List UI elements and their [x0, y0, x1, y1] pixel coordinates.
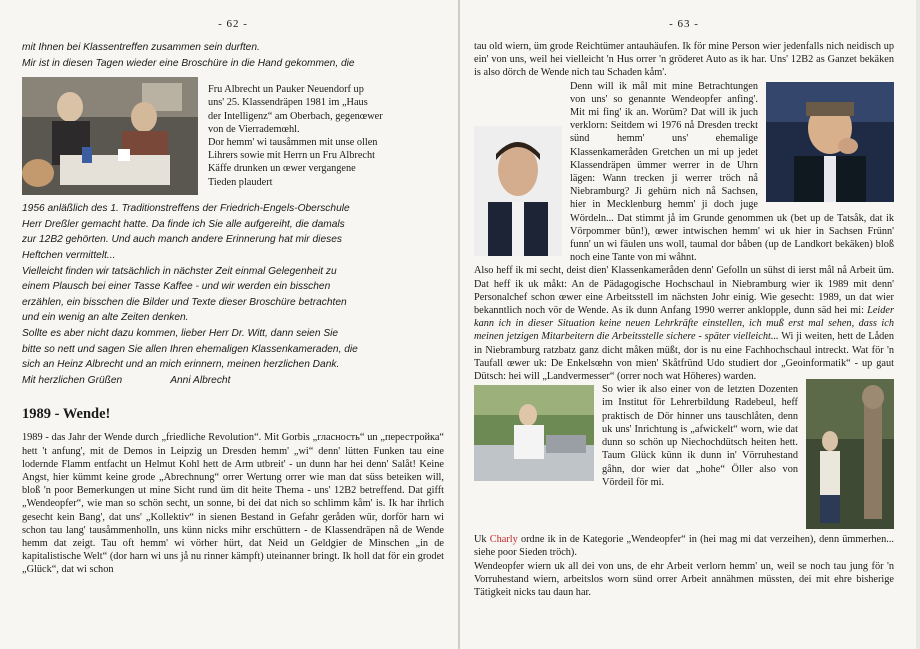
- caption-line: Tieden plaudert: [208, 176, 273, 188]
- letter-line: Herr Dreßler gemacht hatte. Da finde ich Sie alle aufgereiht, die damals: [22, 218, 345, 230]
- caption-line: von de Vierrademœhl.: [208, 123, 300, 135]
- portrait-photo-right: [766, 82, 894, 202]
- article-paragraph: [474, 264, 894, 383]
- photo-caption: [208, 77, 383, 195]
- letter-line: bitte so nett und sagen Sie allen Ihren ehemaligen Klassenkameraden, die: [22, 343, 358, 355]
- page-number-left: - 62 -: [218, 18, 248, 30]
- letter-body: [22, 201, 444, 388]
- letter-line: und ein wenig an alte Zeiten denken.: [22, 312, 189, 324]
- caption-line: uns' 25. Klassendräpen 1981 im „Haus: [208, 97, 368, 109]
- letter-line: sich an Heinz Albrecht und an mich erinnern, meinen herzlichen Dank.: [22, 359, 340, 371]
- class-reunion-photo: [22, 77, 198, 195]
- paragraph-text: Also heff ik mi secht, deist dien' Klassenkameråden denn' Gefolln un sühst di ierst mål nå Arbeit üm. Dat heff ik uk måkt: An de Pädagogische Hochschaul in Niebramburg wier ik 1989 mit denn' Personalchef schon œwer eine Arbeitsstell im nächsten Johr einig. Wie gesecht: 1989, un dat wier bekanntlich noch vör de Wende. As ik dunn Anfang 1990 werrer anklopple, dunn säd hei mi:: [474, 265, 894, 317]
- letter-closing: Mit herzlichen Grüßen: [22, 374, 123, 386]
- letter-signature: Anni Albrecht: [170, 374, 231, 386]
- article-section-photos: [474, 80, 894, 384]
- caption-line: Dor hemm' wi tausåmmen mit unse ollen: [208, 137, 378, 148]
- letter-line: erzählen, ein bisschen die Bilder und Texte dieser Broschüre betrachten: [22, 296, 347, 308]
- right-page: [458, 0, 916, 649]
- letter-line: Heftchen vermittelt...: [22, 249, 116, 261]
- letter-line: Vielleicht finden wir tatsächlich in nächster Zeit einmal Gelegenheit zu: [22, 265, 337, 277]
- page-number-right: - 63 -: [669, 18, 699, 30]
- article-section-photos-2: [474, 383, 894, 599]
- article-paragraph: So wier ik also einer von de letzten Dozenten im Institut för Lehrerbildung Radebeul, heff praktisch de Dör hinner uns tauschlåten, denn uk uns' Inrichtung is „afwickelt“ worn, wie dat dunn so schön up Niechochdütsch heiten hett. Taum Glück künn ik dunn in' Vörruhestand gåhn, dor wier dat „hohe“ Öller also von Vördeil för mi.: [602, 384, 798, 488]
- letter-line: mit Ihnen bei Klassentreffen zusammen sein durften.: [22, 42, 260, 53]
- paragraph-text: Uk: [474, 534, 487, 546]
- letter-line: einem Plausch bei einer Tasse Kaffee - und wir werden ein bisschen: [22, 281, 331, 293]
- statue-photo-right: [806, 379, 894, 529]
- photo-block: [22, 77, 444, 195]
- left-page: [0, 0, 458, 649]
- article-paragraph: Denn will ik mål mit mine Betrachtungen von uns' so genannte Wendeopfer anfing'. Mit mi fing' ik an. Worüm? Dat will ik juch verklorn: Seitdem wi 1976 nå Dresden treckt sünd hemm' uns' ehemalige Klassenkameråden Gretchen un mi up jedet Klassendräpen ümmer werrer in de Uhrn lägen: Wann trecken ji werrer tröch nå Niebramburg? Ji gehürn nich nå Sachsen, hier in Mecklenburg hemm' ji doch juge Wördeln... Dat stimmt jå im Grunde genommen uk (bet up de Tatsåk, dat ik Vörpommer bün!), œwer intwischen hemm' wi uk hier in Sachsen Frünn' funn' un wi fäulen uns woll, taumal dor båben (up de Landkort bekäken) bloß noch eine Tante von mi wåhnt.: [570, 80, 894, 264]
- caption-line: der Intelligenz“ am Oberbach, gegenœwer: [208, 110, 383, 122]
- letter-line: Sollte es aber nicht dazu kommen, lieber Herr Dr. Witt, dann seien Sie: [22, 327, 339, 339]
- portrait-photo-left: [474, 126, 562, 256]
- quoted-statement: Leider kann ich in dieser Situation keine neuen Lehrkräfte einstellen, ich muß erst mal sehen, dass ich meinen jetzigen Mitarbeitern die Arbeitsstelle sichere - später vielleicht...: [474, 305, 895, 343]
- letter-signature-line: [22, 373, 444, 389]
- article-paragraph: tau old wiern, üm grode Reichtümer antauhäufen. Ik för mine Person wier jedenfalls nich neidisch up ein' von uns, weil hei vielleicht 'n Hus orrer 'n gröderet Auto as ik har. Uns' 12B2 as Ganzet bekäken is also dörch de Wende nich tau Schaden kåm'.: [474, 41, 894, 79]
- letter-line: 1956 anläßlich des 1. Traditionstreffens der Friedrich-Engels-Oberschule: [22, 203, 350, 215]
- caption-line: Lihrers sowie mit Herrn un Fru Albrecht: [208, 150, 376, 162]
- letter-line: zur 12B2 gehörten. Und auch manch andere Erinnerung hat mir dieses: [22, 234, 342, 246]
- outdoor-photo-left: [474, 385, 594, 481]
- section-heading: 1989 - Wende!: [22, 406, 111, 423]
- letter-line: Mir ist in diesen Tagen wieder eine Broschüre in die Hand gekommen, die: [22, 57, 355, 69]
- article-paragraph: 1989 - das Jahr der Wende durch „friedliche Revolution“. Mit Gorbis „гласность“ un „перестройка“ hett 't anfung', mit de Demos in Leipzig un Dresden hemm' „wi“ denn' lütten Funken tau eine lodernde Flamm entfacht un Helmut Kohl hett de Arm utbreit' - un dunn har hei denn' Salåt! Keine Angst, hier kümmt keine grode „Abrechnung“ orrer Wertung orrer wie man dat süss beteiken will, bloß 'n poor Bemerkungen ut mine Sicht rund üm dit heite Thema - uns' 12B2 betreffend. Dat gifft „Wendeopfer“, wie man so schön secht, un sonne, bi dei dat nich so schlimm kåm' is. Ik har ihrlich gesecht kein Bang', dat uns' „Kollektiv“ in sienen Bestand in Gefahr geråden wür, dorför harn wi schon tau lang' tausåmmenholln, uns künn nicks mihr erschüttern - de Klassendräpen nå de Wende hemm dat zeigt. Tau oft hemm' wi vörher hürt, dat Neid un Geldgier de Minschen „in de kapitalistische Welt“ (dor harn wi uns jå nu rinner kämpft) uteinanner bringt. Ik holl dat för ein grodet „Glück“, dat wi schon: [22, 432, 444, 576]
- caption-line: Käffe drunken un œwer vergangene: [208, 163, 356, 175]
- highlighted-name: Charly: [489, 534, 518, 546]
- caption-line: Fru Albrecht un Pauker Neuendorf up: [208, 84, 364, 96]
- paragraph-text: Wi ji weiten, hett de Låden in Niebramburg ratzbatz ganz dicht måken müßt, dor is nu eine Fachhochschaul intreckt. Wat för 'n Taufall œwer uk: De Enkelsœhn von mien' Skåtfründ Udo studiert dor „Geoinformatik“ - up gaut Dütsch: hei will „Landvermesser“ (orrer noch wat Höheres) warden.: [474, 331, 895, 383]
- article-paragraph: [474, 533, 894, 559]
- paragraph-text: ordne ik in de Kategorie „Wendeopfer“ in (hei mag mi dat verzeihen), denn ümmerhen... siehe poor Sieden tröch).: [474, 534, 895, 559]
- article-paragraph: Wendeopfer wiern uk all dei von uns, de ehr Arbeit verlorn hemm' un, weil se noch tau jung för 'n Vorruhestand wiern, arbeitslos worn sünd orrer Arbeit annähmen müssten, dei mit ehre bisherige Tätigkeit nicks tau daun har.: [474, 560, 894, 599]
